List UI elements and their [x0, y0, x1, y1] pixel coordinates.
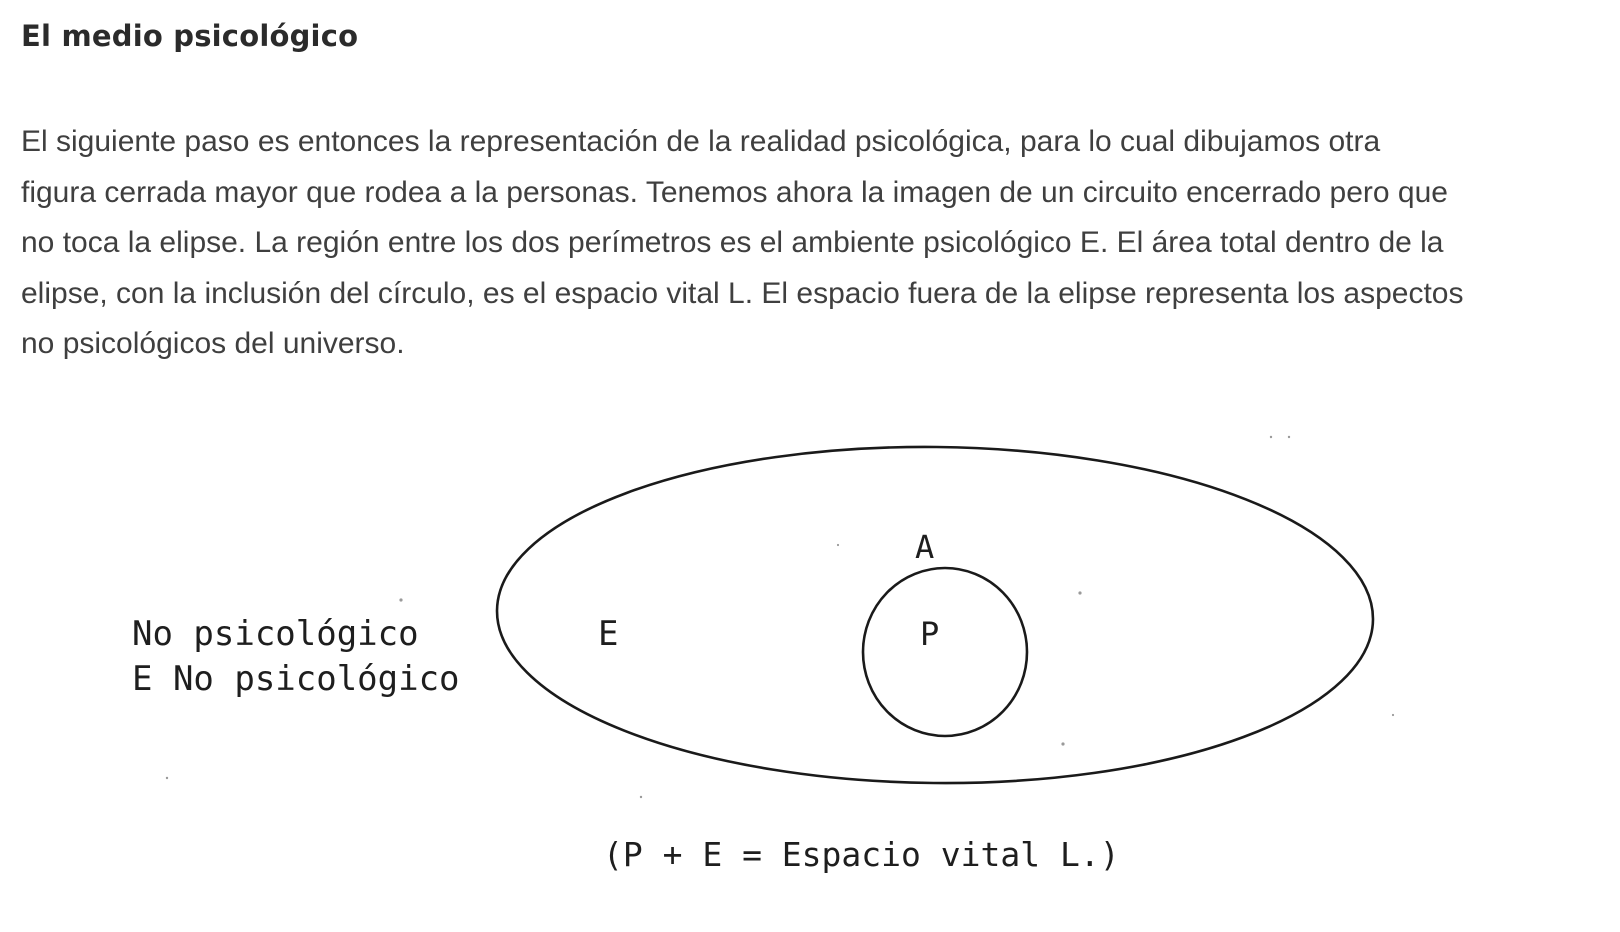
paragraph-line: no psicológicos del universo.	[21, 327, 405, 360]
top-label: A	[915, 528, 935, 566]
paragraph-line: no toca la elipse. La región entre los dos perímetros es el ambiente psicológico E. El área total dentro de la	[21, 226, 1444, 259]
outside-label-2: E No psicológico	[132, 659, 460, 699]
section-title: El medio psicológico	[21, 19, 359, 53]
outside-label-1: No psicológico	[132, 614, 419, 654]
paragraph-line: figura cerrada mayor que rodea a la personas. Tenemos ahora la imagen de un circuito encerrado pero que	[21, 175, 1448, 209]
person-circle	[863, 568, 1027, 736]
environment-label: E	[598, 614, 619, 654]
person-label: P	[920, 615, 940, 653]
diagram-caption: (P + E = Espacio vital L.)	[603, 835, 1120, 874]
paragraph-line: elipse, con la inclusión del círculo, es el espacio vital L. El espacio fuera de la elipse representa los aspectos	[21, 276, 1464, 310]
paragraph-line: El siguiente paso es entonces la representación de la realidad psicológica, para lo cual dibujamos otra	[21, 125, 1381, 158]
